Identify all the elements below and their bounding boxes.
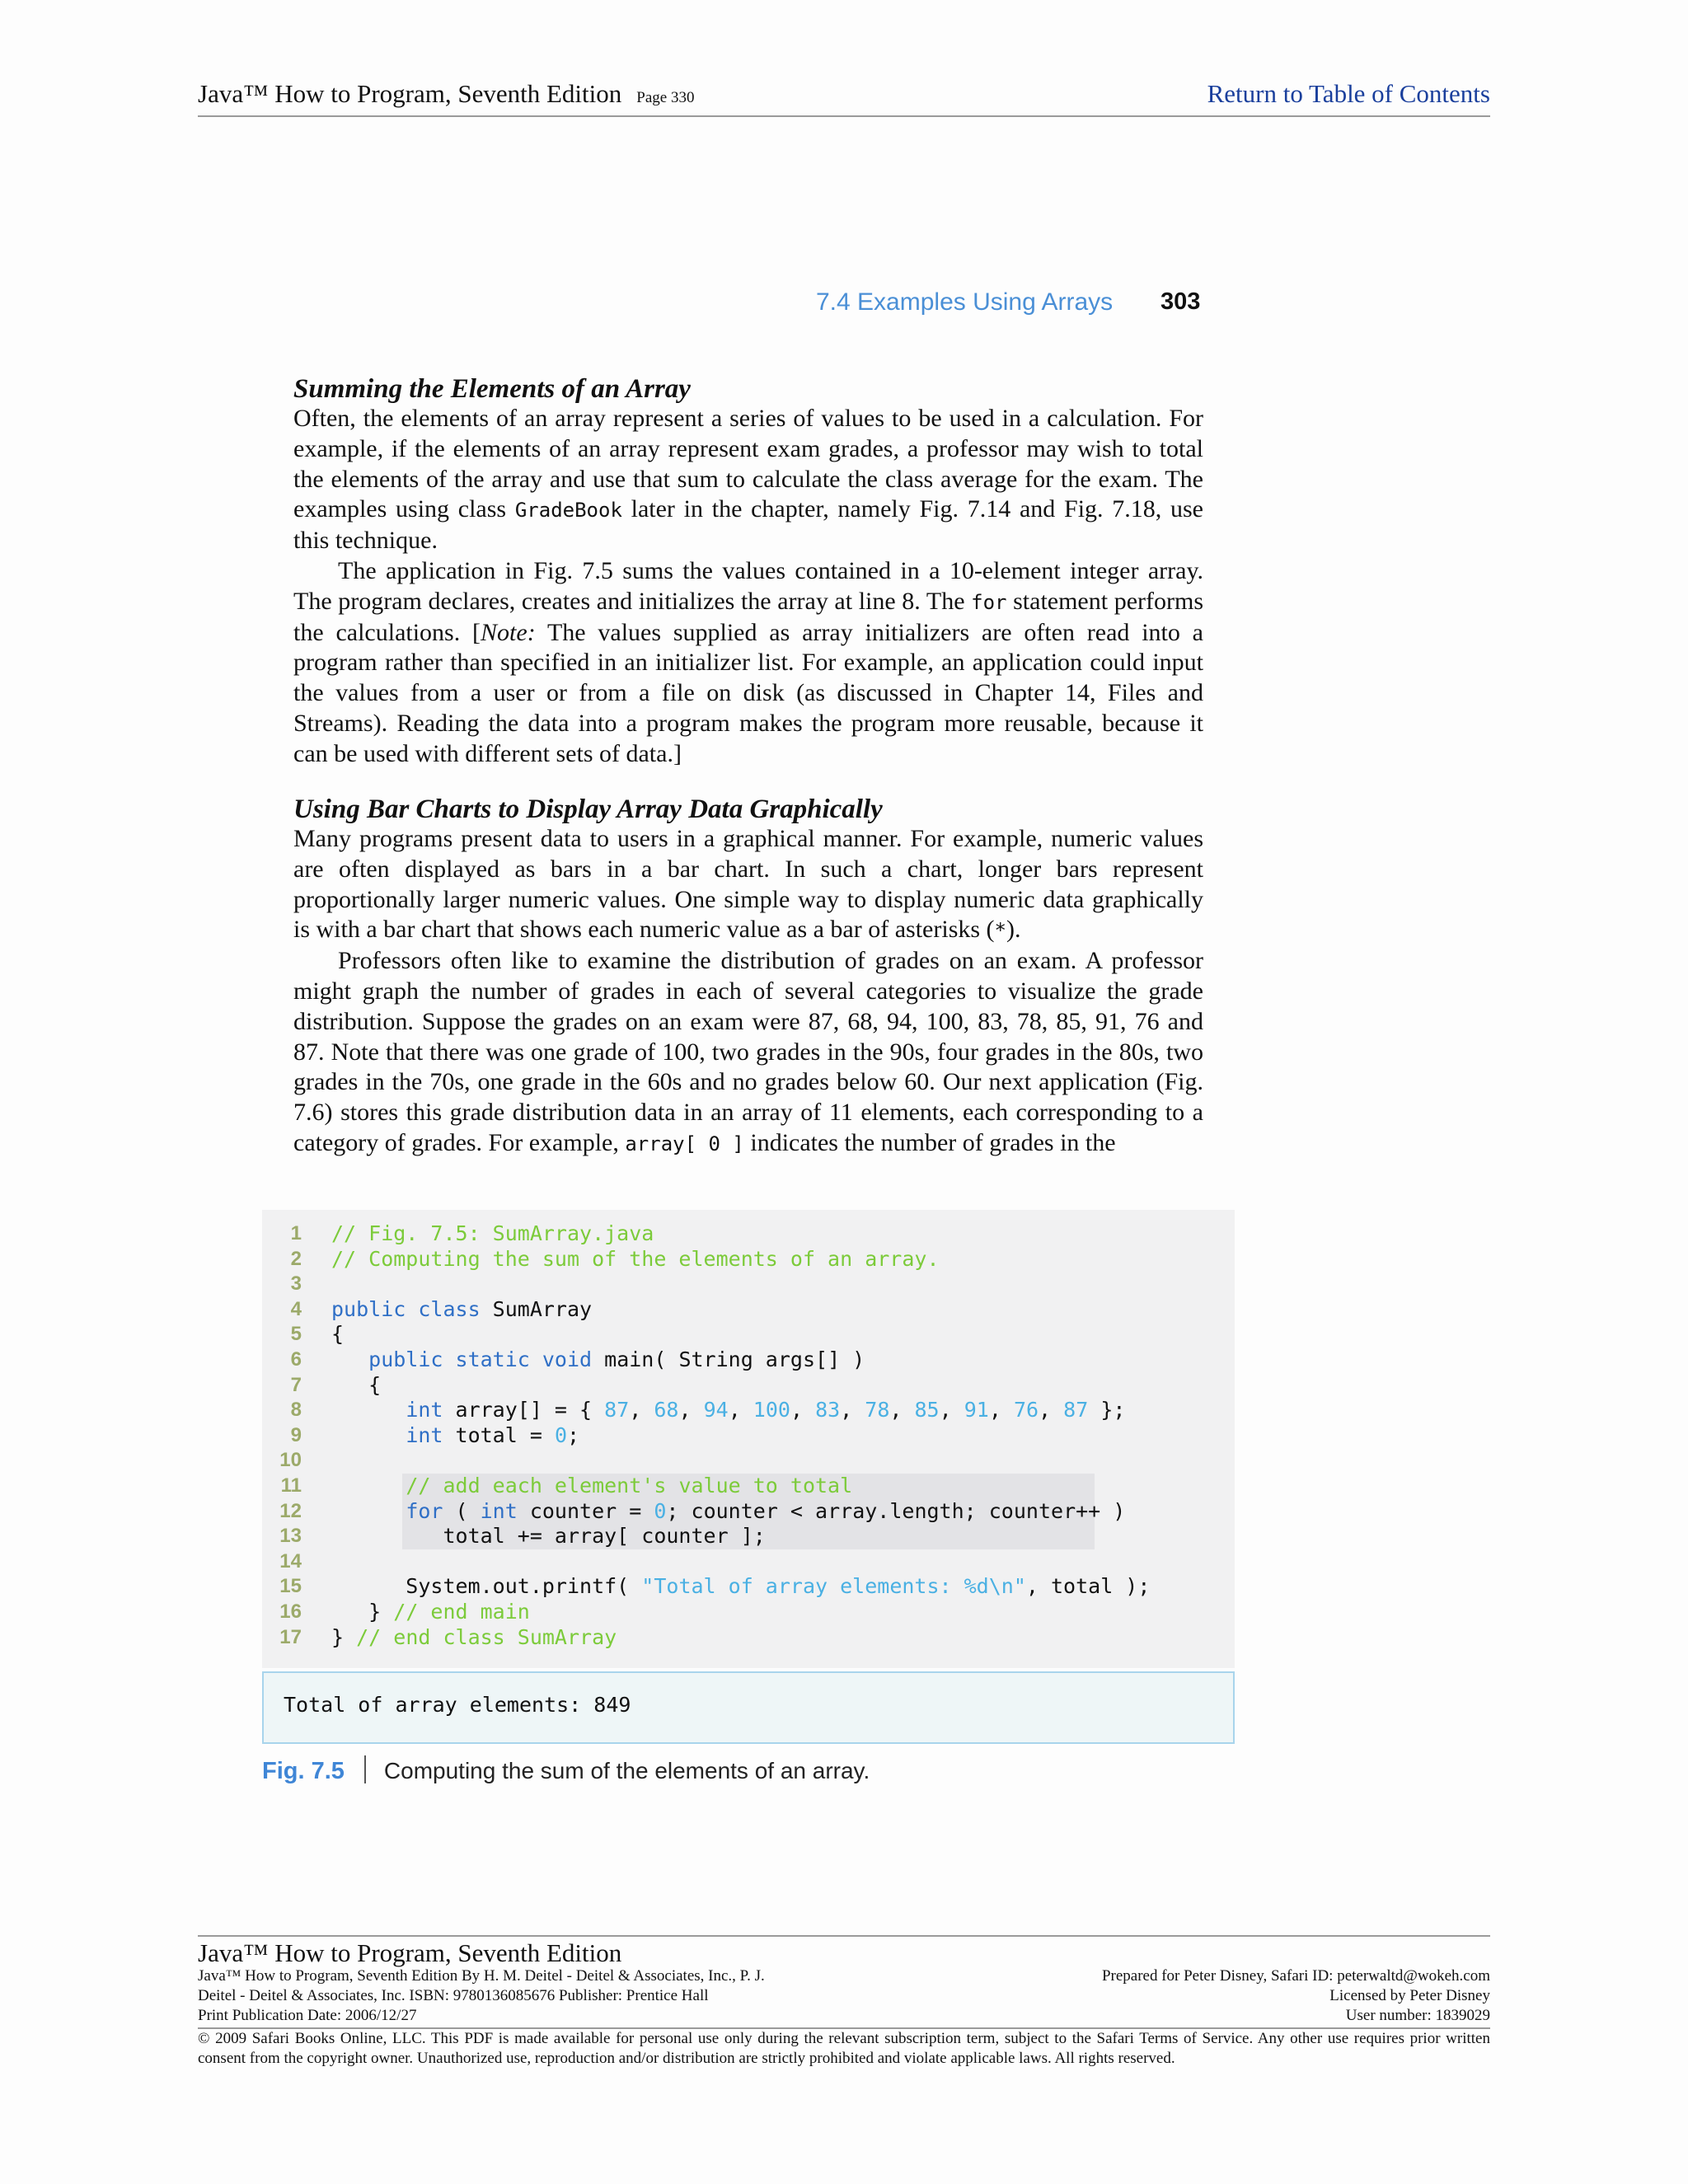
code-token: 85 [914, 1398, 940, 1422]
code-token: , [728, 1398, 753, 1422]
code-text [331, 1373, 381, 1399]
code-token: , [1039, 1398, 1064, 1422]
code-token: }; [1088, 1398, 1126, 1422]
code-token: total += array[ counter ]; [331, 1524, 766, 1549]
footer-divider-top [198, 1935, 1490, 1937]
footer-copyright: © 2009 Safari Books Online, LLC. This PDF is made available for personal use only during the relevant subscription term, subject to the Safari Terms of Service. Any other use requires prior written consent from the copyright owner. Unauthorized use, reproduction and/or distribution are strictly prohibited and violate applicable laws. All rights reserved. [198, 2030, 1490, 2067]
code-token: int [406, 1422, 443, 1447]
line-number: 16 [279, 1600, 302, 1623]
line-number: 15 [279, 1575, 302, 1598]
line-number: 9 [290, 1423, 302, 1446]
code-token: , [889, 1398, 915, 1422]
code-line [262, 1600, 1235, 1625]
code-text [331, 1322, 344, 1347]
code-line [262, 1625, 1235, 1651]
code-line [262, 1221, 1235, 1247]
note-label: Note: [481, 618, 536, 646]
code-token: 68 [654, 1398, 679, 1422]
paragraph [293, 404, 1203, 556]
text-run: Often, the elements of an array represent a series of values to be used in a calculation. For example, if the elements of an array represent exam grades, a professor may wish to total the elements of the array and use that sum to calculate the class average for the exam. The examples using class [293, 405, 1203, 523]
code-token: main( String args[] ) [592, 1347, 865, 1371]
code-token: int [480, 1498, 518, 1523]
text-run: Professors often like to examine the distribution of grades on an exam. A professor might graph the number of grades in each of several categories to visualize the grade distribution. Suppose the grades on an exam were 87, 68, 94, 100, 83, 78, 85, 91, 76 and 87. Note that there was one grade of 100, two grades in the 90s, four grades in the 80s, two grades in the 70s, one grade in the 60s and no grades below 60. Our next application (Fig. 7.6) stores this grade distribution data in an array of 11 elements, each corresponding to a category of grades. For example, [293, 947, 1203, 1156]
footer-left-line: Java™ How to Program, Seventh Edition By H. M. Deitel - Deitel & Associates, Inc., P. J. [198, 1967, 765, 1985]
program-output-text: Total of array elements: 849 [284, 1693, 631, 1717]
code-line [262, 1499, 1235, 1525]
code-token [331, 1474, 406, 1497]
code-token: ( [443, 1498, 481, 1523]
code-token: public static void [368, 1347, 593, 1371]
code-token: for [406, 1498, 443, 1523]
code-text [331, 1247, 940, 1272]
code-token: ; counter < array.length; counter++ ) [666, 1498, 1126, 1523]
code-token: 76 [1013, 1398, 1039, 1422]
code-token [331, 1347, 368, 1371]
text-run: indicates the number of grades in the [743, 1128, 1116, 1156]
code-token: { [331, 1322, 345, 1347]
code-line [262, 1549, 1235, 1575]
code-token: // Computing the sum of the elements of an array. [331, 1246, 940, 1271]
line-number: 2 [290, 1247, 302, 1270]
code-token: "Total of array elements: %d\n" [641, 1574, 1026, 1599]
code-token: 0 [554, 1422, 567, 1447]
caption-divider [364, 1755, 366, 1783]
code-line [262, 1272, 1235, 1297]
code-text [331, 1499, 1125, 1525]
section-body-bar-charts [293, 824, 1203, 1160]
footer-left-line: Print Publication Date: 2006/12/27 [198, 2007, 417, 2024]
code-token [331, 1398, 406, 1422]
code-token: System.out.printf( [331, 1574, 642, 1599]
code-line [262, 1574, 1235, 1600]
text-run: Many programs present data to users in a graphical manner. For example, numeric values are often displayed as bars in a bar chart. In such a chart, longer bars represent proportionally larger numeric values. One simple way to display numeric data graphically is with a bar chart that shows each numeric value as a bar of asterisks ( [293, 825, 1203, 944]
line-number: 3 [290, 1272, 302, 1296]
footer-left-line: Deitel - Deitel & Associates, Inc. ISBN: 9780136085676 Publisher: Prentice Hall [198, 1987, 709, 2004]
code-token [331, 1499, 406, 1523]
code-text [331, 1297, 592, 1323]
code-line [262, 1524, 1235, 1549]
code-text [331, 1221, 654, 1247]
code-token: array[] = { [443, 1398, 605, 1422]
line-number: 5 [290, 1323, 302, 1346]
code-text [331, 1423, 579, 1449]
code-line [262, 1347, 1235, 1373]
code-token: { [331, 1372, 382, 1397]
footer-right-line: Licensed by Peter Disney [1329, 1987, 1490, 2004]
code-listing [262, 1221, 1235, 1650]
code-token: 94 [703, 1398, 729, 1422]
code-line [262, 1474, 1235, 1499]
line-number: 7 [290, 1373, 302, 1396]
code-line [262, 1448, 1235, 1474]
inline-code: for [971, 590, 1007, 614]
code-token: public class [331, 1296, 481, 1321]
paragraph [293, 556, 1203, 770]
code-text [331, 1474, 852, 1499]
code-token: // end main [393, 1599, 530, 1624]
figure-description: Computing the sum of the elements of an array. [383, 1758, 870, 1783]
text-run: statement performs the calculations. [ [293, 587, 1203, 646]
footer-right-line: User number: 1839029 [1345, 2007, 1490, 2024]
code-line [262, 1398, 1235, 1423]
section-heading-summing: Summing the Elements of an Array [293, 374, 691, 404]
code-token: } [331, 1624, 357, 1649]
code-token: // Fig. 7.5: SumArray.java [331, 1221, 654, 1245]
line-number: 8 [290, 1399, 302, 1422]
code-text [331, 1398, 1125, 1423]
section-heading-bar-charts: Using Bar Charts to Display Array Data Graphically [293, 794, 883, 824]
code-text [331, 1600, 530, 1625]
line-number: 14 [279, 1549, 302, 1572]
line-number: 11 [280, 1474, 302, 1497]
figure-caption [262, 1755, 870, 1785]
code-token: , [840, 1398, 865, 1422]
figure-number: Fig. 7.5 [262, 1758, 345, 1784]
code-token: total = [443, 1422, 555, 1447]
inline-code: GradeBook [514, 499, 622, 523]
code-token: , [939, 1398, 964, 1422]
code-text [331, 1625, 617, 1651]
code-token: // add each element's value to total [406, 1473, 853, 1497]
code-token: SumArray [480, 1296, 593, 1321]
code-token: 91 [964, 1398, 989, 1422]
running-head-section: 7.4 Examples Using Arrays [816, 288, 1114, 316]
line-number: 4 [290, 1297, 302, 1320]
code-token: 0 [654, 1498, 667, 1523]
code-token: 83 [815, 1398, 841, 1422]
line-number: 13 [279, 1525, 302, 1548]
header-divider [198, 115, 1490, 117]
line-number: 6 [290, 1347, 302, 1371]
header-page-label: Page 330 [636, 89, 695, 106]
code-token [331, 1423, 406, 1447]
code-token: 100 [753, 1398, 790, 1422]
text-run: ). [1006, 916, 1021, 944]
paragraph [293, 946, 1203, 1160]
footer-right-line: Prepared for Peter Disney, Safari ID: peterwaltd@wokeh.com [1101, 1967, 1490, 1985]
code-line [262, 1297, 1235, 1323]
line-number: 10 [279, 1449, 302, 1472]
code-text [331, 1574, 1150, 1600]
code-token: 78 [865, 1398, 890, 1422]
paragraph [293, 824, 1203, 946]
code-line [262, 1322, 1235, 1347]
code-token: } [331, 1599, 394, 1624]
code-token: , [629, 1398, 654, 1422]
code-token: , [988, 1398, 1014, 1422]
code-text [331, 1347, 865, 1373]
code-token: counter = [517, 1498, 654, 1523]
book-title-text: Java™ How to Program, Seventh Edition [198, 79, 622, 108]
code-token: 87 [604, 1398, 630, 1422]
code-line [262, 1373, 1235, 1399]
text-run: The application in Fig. 7.5 sums the values contained in a 10-element integer array. The program declares, creates and initializes the array at line 8. The [293, 556, 1203, 615]
line-number: 12 [279, 1499, 302, 1522]
line-number: 1 [290, 1222, 302, 1244]
line-number: 17 [279, 1625, 302, 1648]
code-line [262, 1247, 1235, 1272]
section-body-summing [293, 404, 1203, 770]
running-head-page-number: 303 [1160, 288, 1201, 315]
code-token: // end class SumArray [356, 1624, 617, 1649]
code-text [331, 1524, 766, 1549]
code-token: , total ); [1025, 1574, 1151, 1599]
code-token: 87 [1063, 1398, 1089, 1422]
code-line [262, 1423, 1235, 1449]
text-run: The values supplied as array initializers are often read into a program rather than specified in an initializer list. For example, an application could input the values from a user or from a file on disk (as discussed in Chapter 14, Files and Streams). Reading the data into a program makes the program more reusable, because it can be used with different sets of data.] [293, 618, 1203, 767]
code-token: int [406, 1398, 443, 1422]
table-of-contents-link[interactable]: Return to Table of Contents [1207, 79, 1490, 108]
code-token: , [790, 1398, 816, 1422]
text-run: later in the chapter, namely Fig. 7.14 and Fig. 7.18, use this technique. [293, 495, 1203, 555]
footer-book-title: Java™ How to Program, Seventh Edition [198, 1938, 622, 1967]
inline-code: array[ 0 ] [625, 1132, 744, 1155]
code-token: ; [567, 1422, 580, 1447]
inline-code: * [994, 919, 1006, 943]
header-book-title [198, 79, 694, 109]
code-token: , [678, 1398, 704, 1422]
